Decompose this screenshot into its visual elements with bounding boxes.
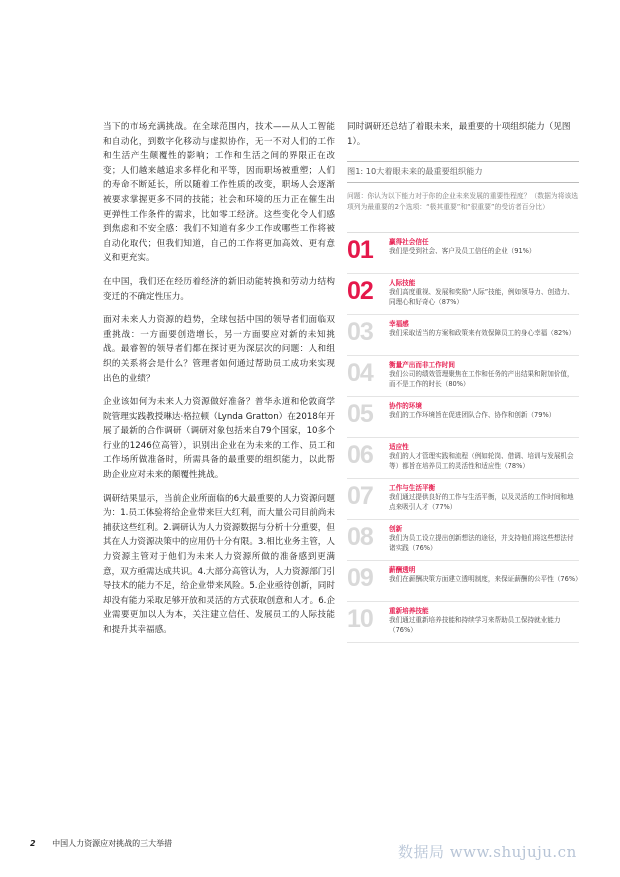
- item-title: 工作与生活平衡: [389, 484, 436, 493]
- capability-list: [347, 232, 582, 643]
- item-description: 我们的工作环境旨在促进团队合作、协作和创新（79%）: [389, 411, 556, 420]
- page-footer: [30, 838, 172, 849]
- figure-intro: 同时调研还总结了着眼未来，最重要的十项组织能力（见图1）。: [347, 122, 571, 147]
- item-description: 我们采取适当的方案和政策来有效保障员工的身心幸福（82%）: [389, 329, 576, 338]
- item-body: [389, 359, 579, 389]
- left-column: [103, 120, 335, 647]
- item-body: [389, 482, 579, 512]
- item-description: 我们的人才管理实践和流程（例如轮岗、借调、培训与发展机会等）都旨在培养员工的灵活性和适应性（78%）: [389, 452, 574, 470]
- list-item: [347, 520, 579, 561]
- paragraph-4: 企业该如何为未来人力资源做好准备？普华永道和伦敦商学院管理实践教授琳达·格拉顿（Lynda Gratton）在2018年开展了最新的合作调研（调研对象包括来自79个国家，10多个行业的1246位高管），识别出企业在为未来的工作、员工和工作场所做准备时，所需具备的最重要的组织能力，以此帮助企业应对未来的颠覆性挑战。: [103, 397, 335, 481]
- right-column: [347, 120, 582, 643]
- item-description: 我们通过提供良好的工作与生活平衡，以及灵活的工作时间和地点来吸引人才（77%）: [389, 493, 574, 511]
- watermark: 数据局 www.shujuju.cn: [398, 843, 577, 861]
- page-number: 2: [30, 839, 36, 848]
- item-number: 06: [347, 441, 373, 470]
- list-item: [347, 438, 579, 479]
- list-item: [347, 561, 582, 602]
- item-number: 08: [347, 523, 373, 552]
- item-description: 我们为员工设立提出创新想法的途径，并支持他们将这些想法付诸实践（76%）: [389, 534, 574, 552]
- paragraph-1: 当下的市场充满挑战。在全球范围内，技术——从人工智能和自动化，到数字化移动与虚拟协作，无一不对人们的工作和生活产生颠覆性的影响；工作和生活之间的界限正在改变；人们越来越追求多样化和平等，因而职场被重塑；人们的寿命不断延长，所以随着工作性质的改变，职场人会逐渐被要求掌握更多不同的技能；社会和环境的压力正在催生出更弹性工作条件的需求，比如零工经济。这些变化令人们感到焦虑和不安全感：我们不知道有多少工作或哪些工作将被自动化取代；但我们知道，自己的工作将更加高效、更有意义和更充实。: [103, 122, 335, 264]
- item-body: [389, 523, 579, 553]
- item-body: [389, 564, 582, 585]
- item-number: 09: [347, 564, 373, 593]
- item-number: 04: [347, 359, 373, 388]
- item-number: 02: [347, 277, 373, 306]
- footer-title: 中国人力资源应对挑战的三大举措: [52, 839, 173, 848]
- item-description: 我们通过重新培养技能和持续学习来帮助员工保持就业能力（76%）: [389, 616, 561, 634]
- list-item: [347, 274, 579, 315]
- list-item: [347, 356, 579, 397]
- item-body: [389, 605, 579, 635]
- item-title: 薪酬透明: [389, 566, 416, 575]
- item-title: 人际技能: [389, 279, 416, 288]
- item-number: 05: [347, 400, 373, 429]
- item-title: 协作的环境: [389, 402, 422, 411]
- item-title: 赢得社会信任: [389, 238, 429, 247]
- item-title: 幸福感: [389, 320, 409, 329]
- survey-question: 问题：你认为以下能力对于你的企业未来发展的重要性程度？（数据为将该选项列为最重要的2个选项：“极其重要”和“很重要”的受访者百分比）: [347, 192, 579, 211]
- paragraph-3: 面对未来人力资源的趋势，全球包括中国的领导者们面临双重挑战：一方面要创造增长，另一方面要应对新的未知挑战。最睿智的领导者们都在探讨更为深层次的问题：人和组织的关系将会是什么？管理者如何通过帮助员工成功来实现出色的业绩？: [103, 315, 335, 384]
- item-number: 10: [347, 605, 373, 634]
- paragraph-5: 调研结果显示，当前企业所面临的6大最重要的人力资源问题为：1.员工体验将给企业带来巨大红利，而大量公司目前尚未捕获这些红利。2.调研认为人力资源数据与分析十分重要，但其在人力资源决策中的应用仍十分有限。3.相比业务主管，人力资源主管对于他们为未来人力资源所做的准备感到更满意，双方亟需达成共识。4.大部分高管认为，人力资源部门引导技术的能力不足，给企业带来风险。5.企业亟待创新，同时却没有能力采取足够开放和灵活的方式获取创意和人才。6.企业需要更加以人为本，关注建立信任、发展员工的人际技能和提升其幸福感。: [103, 493, 335, 635]
- paragraph-2: 在中国，我们还在经历着经济的新旧动能转换和劳动力结构变迁的不确定性压力。: [103, 276, 335, 302]
- item-description: 我们是受到社会、客户及员工信任的企业（91%）: [389, 247, 536, 256]
- item-description: 我们高度重视、发展和奖励“人际”技能，例如领导力、创造力、同理心和好奇心（87%）: [389, 288, 574, 306]
- figure-title: 图1: 10大着眼未来的最重要组织能力: [347, 161, 579, 183]
- list-item: [347, 233, 579, 274]
- item-description: 我们在薪酬决策方面建立透明制度，来保证薪酬的公平性（76%）: [389, 575, 582, 584]
- list-item: [347, 602, 579, 643]
- item-number: 03: [347, 318, 373, 347]
- item-body: [389, 236, 579, 257]
- item-title: 适应性: [389, 443, 409, 452]
- item-body: [389, 400, 579, 421]
- item-body: [389, 277, 579, 307]
- item-description: 我们公司的绩效管理聚焦在工作和任务的产出结果和附加价值，而不是工作的时长（80%）: [389, 370, 574, 388]
- list-item: [347, 397, 579, 438]
- item-body: [389, 441, 579, 471]
- item-title: 创新: [389, 525, 403, 534]
- list-item: [347, 315, 579, 356]
- item-body: [389, 318, 579, 339]
- list-item: [347, 479, 579, 520]
- item-title: 衡量产出而非工作时间: [389, 361, 455, 370]
- item-number: 07: [347, 482, 373, 511]
- item-title: 重新培养技能: [389, 607, 429, 616]
- item-number: 01: [347, 236, 373, 265]
